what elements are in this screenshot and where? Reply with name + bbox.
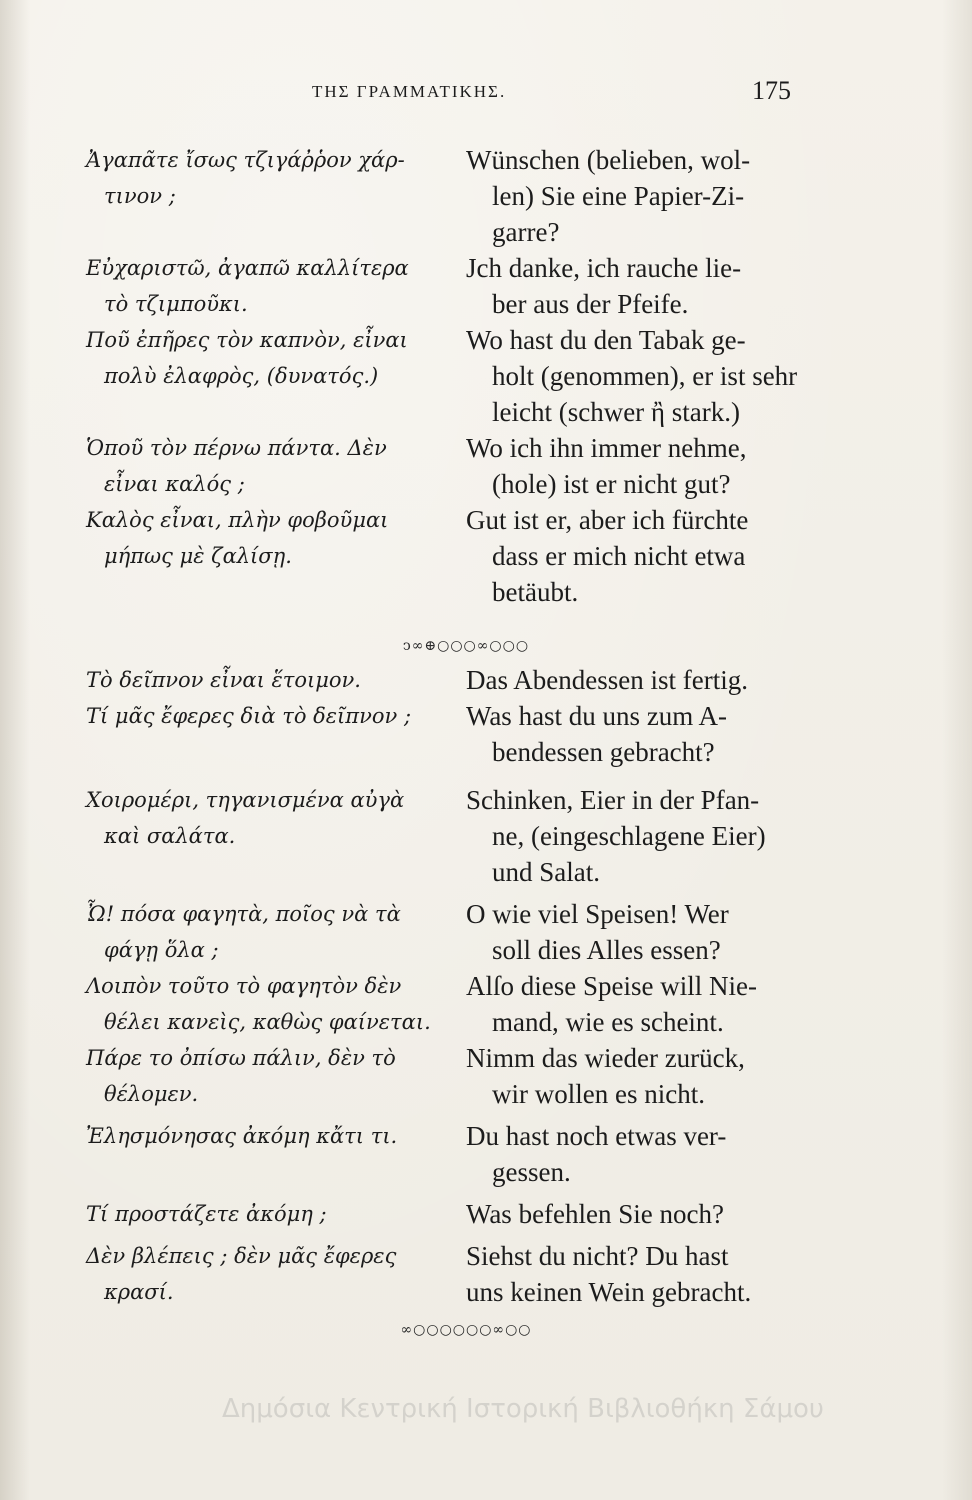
- greek-phrase: [86, 1196, 466, 1232]
- page-gutter-shadow: [0, 0, 30, 1500]
- greek-line: καὶ σαλάτα.: [104, 824, 236, 848]
- german-line: und Salat.: [492, 857, 600, 887]
- german-line: dass er mich nicht etwa: [492, 541, 746, 571]
- greek-line: Ἐλησμόνησας ἀκόμη κἄτι τι.: [86, 1124, 398, 1148]
- greek-line: Χοιρομέρι, τηγανισμένα αὐγὰ: [86, 788, 405, 812]
- greek-phrase: [86, 896, 466, 968]
- german-phrase: [466, 968, 826, 1040]
- german-phrase: [466, 430, 826, 502]
- german-phrase: [466, 322, 826, 430]
- end-divider: ∞○○○○○○∞○○: [400, 1322, 532, 1338]
- greek-line: εἶναι καλός ;: [104, 472, 245, 496]
- greek-line: Πάρε το ὀπίσω πάλιν, δὲν τὸ: [86, 1046, 396, 1070]
- german-line: leicht (schwer ἢ stark.): [492, 397, 741, 427]
- greek-phrase: [86, 698, 466, 734]
- greek-line: μήπως μὲ ζαλίσῃ.: [104, 544, 292, 568]
- greek-line: τινον ;: [104, 184, 176, 208]
- german-line: ne, (eingeschlagene Eier): [492, 821, 766, 851]
- running-head: ΤΗΣ ΓΡΑΜΜΑΤΙΚΗΣ.: [312, 82, 507, 101]
- german-phrase: [466, 662, 826, 698]
- german-line: Jch danke, ich rauche lie-: [466, 253, 742, 283]
- german-line: Schinken, Eier in der Pfan-: [466, 785, 760, 815]
- greek-phrase: [86, 1040, 466, 1112]
- page-edge-shadow: [942, 0, 972, 1500]
- greek-line: Ὁποῦ τὸν πέρνω πάντα. Δὲν: [86, 436, 387, 460]
- german-line: holt (genommen), er ist sehr: [492, 361, 798, 391]
- german-phrase: [466, 782, 826, 890]
- german-line: Wünschen (belieben, wol-: [466, 145, 751, 175]
- german-line: Nimm das wieder zurück,: [466, 1043, 745, 1073]
- greek-line: Δὲν βλέπεις ; δὲν μᾶς ἔφερες: [86, 1244, 397, 1268]
- german-phrase: [466, 1118, 826, 1190]
- greek-line: φάγῃ ὅλα ;: [104, 938, 219, 962]
- german-line: Was befehlen Sie noch?: [466, 1199, 724, 1229]
- german-phrase: [466, 1238, 826, 1310]
- page-number: 175: [752, 76, 791, 105]
- german-phrase: [466, 698, 826, 770]
- greek-line: Τί μᾶς ἔφερες διὰ τὸ δεῖπνον ;: [86, 704, 412, 728]
- greek-phrase: [86, 502, 466, 574]
- greek-line: Ποῦ ἐπῆρες τὸν καπνὸν, εἶναι: [86, 328, 408, 352]
- german-line: O wie viel Speisen! Wer: [466, 899, 729, 929]
- greek-line: Τὸ δεῖπνον εἶναι ἕτοιμον.: [86, 668, 361, 692]
- greek-phrase: [86, 430, 466, 502]
- german-line: len) Sie eine Papier-Zi-: [492, 181, 745, 211]
- greek-phrase: [86, 968, 466, 1040]
- german-line: Alſo diese Speise will Nie-: [466, 971, 757, 1001]
- greek-phrase: [86, 1238, 466, 1310]
- german-line: ber aus der Pfeife.: [492, 289, 689, 319]
- german-line: Was hast du uns zum A-: [466, 701, 728, 731]
- greek-line: Ἀγαπᾶτε ἴσως τζιγάῤῥον χάρ-: [86, 148, 405, 172]
- german-line: mand, wie es scheint.: [492, 1007, 724, 1037]
- greek-line: Τί προστάζετε ἀκόμη ;: [86, 1202, 327, 1226]
- german-line: Du hast noch etwas ver-: [466, 1121, 727, 1151]
- greek-line: θέλει κανεὶς, καθὼς φαίνεται.: [104, 1010, 431, 1034]
- german-line: Gut ist er, aber ich fürchte: [466, 505, 749, 535]
- german-line: garre?: [492, 217, 560, 247]
- greek-phrase: [86, 322, 466, 394]
- greek-line: πολὺ ἐλαφρὸς, (δυνατός.): [104, 364, 379, 388]
- german-line: bendessen gebracht?: [492, 737, 715, 767]
- greek-phrase: [86, 1118, 466, 1154]
- greek-line: Ὦ! πόσα φαγητὰ, ποῖος νὰ τὰ: [86, 902, 401, 926]
- german-line: Das Abendessen ist fertig.: [466, 665, 748, 695]
- greek-phrase: [86, 782, 466, 854]
- german-phrase: [466, 142, 826, 250]
- library-watermark: Δημόσια Κεντρική Ιστορική Βιβλιοθήκη Σάμου: [222, 1394, 824, 1424]
- german-phrase: [466, 250, 826, 322]
- german-line: Siehst du nicht? Du hast: [466, 1241, 729, 1271]
- page-header: [0, 76, 972, 110]
- greek-line: κρασί.: [104, 1280, 174, 1304]
- german-line: uns keinen Wein gebracht.: [466, 1277, 752, 1307]
- german-line: soll dies Alles essen?: [492, 935, 721, 965]
- german-line: (hole) ist er nicht gut?: [492, 469, 731, 499]
- greek-line: τὸ τζιμποῦκι.: [104, 292, 248, 316]
- german-line: Wo ich ihn immer nehme,: [466, 433, 747, 463]
- german-line: Wo hast du den Tabak ge-: [466, 325, 746, 355]
- greek-line: θέλομεν.: [104, 1082, 199, 1106]
- greek-line: Εὐχαριστῶ, ἀγαπῶ καλλίτερα: [86, 256, 409, 280]
- german-phrase: [466, 1040, 826, 1112]
- german-line: wir wollen es nicht.: [492, 1079, 705, 1109]
- german-line: betäubt.: [492, 577, 579, 607]
- german-line: gessen.: [492, 1157, 571, 1187]
- greek-phrase: [86, 250, 466, 322]
- greek-phrase: [86, 142, 466, 214]
- german-phrase: [466, 1196, 826, 1232]
- german-phrase: [466, 502, 826, 610]
- greek-line: Καλὸς εἶναι, πλὴν φοβοῦμαι: [86, 508, 389, 532]
- greek-phrase: [86, 662, 466, 698]
- german-phrase: [466, 896, 826, 968]
- greek-line: Λοιπὸν τοῦτο τὸ φαγητὸν δὲν: [86, 974, 402, 998]
- section-divider: ↄ∞⊕○○○∞○○○: [402, 638, 530, 654]
